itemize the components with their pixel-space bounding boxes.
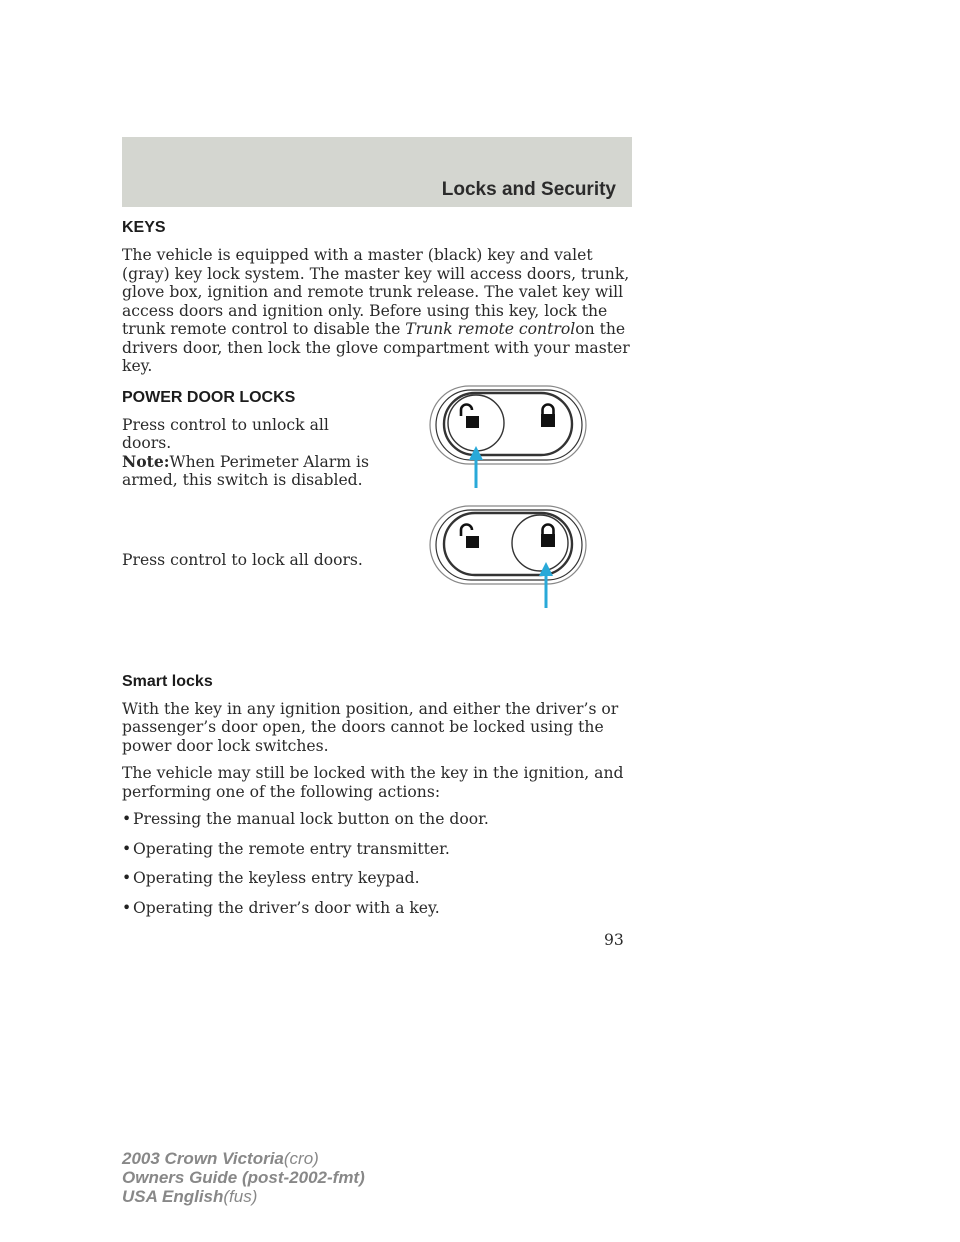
list-item: • Operating the remote entry transmitter. <box>122 839 450 858</box>
list-item: • Operating the keyless entry keypad. <box>122 869 420 887</box>
arrow-up-icon <box>469 446 483 488</box>
trunk-remote-control-term: Trunk remote control <box>405 320 576 338</box>
lock-padlock-icon <box>541 525 555 548</box>
keys-body-start: The vehicle is equipped with a master (black) key and valet (gray) key lock system. The master key will access doors, trunk, glove box, ignition and remote trunk release. The valet key will access doors and ignition only. Before using this key, lock the trunk remote control to disable the <box>122 246 630 338</box>
note-label: Note: <box>122 451 170 471</box>
smart-locks-paragraph-1: With the key in any ignition position, and either the driver’s or passenger’s door open, the doors cannot be locked using the power door lock switches. <box>122 699 619 755</box>
list-item: • Operating the driver’s door with a key. <box>122 898 440 917</box>
lock-switch-figure <box>424 500 592 612</box>
smart-locks-heading: Smart locks <box>122 672 213 690</box>
keys-body-end: on the drivers door, then lock the glove compartment with your master key. <box>122 320 630 375</box>
section-title: Locks and Security <box>441 179 616 200</box>
lock-instruction: Press control to lock all doors. <box>122 550 363 569</box>
page-number: 93 <box>604 931 624 949</box>
note-text: When Perimeter Alarm is armed, this switch is disabled. <box>122 452 369 489</box>
lock-padlock-icon <box>541 405 555 428</box>
unlock-instruction: Press control to unlock all doors. Note:When Perimeter Alarm is armed, this switch is disabled. <box>122 415 369 489</box>
power-door-locks-heading: POWER DOOR LOCKS <box>122 388 296 406</box>
unlock-padlock-icon <box>461 525 479 549</box>
list-item: • Pressing the manual lock button on the door. <box>122 810 489 828</box>
unlock-switch-figure <box>424 380 592 492</box>
keys-paragraph <box>122 246 634 376</box>
smart-locks-paragraph-2: The vehicle may still be locked with the key in the ignition, and performing one of the following actions: <box>122 764 624 801</box>
action-list <box>122 810 634 917</box>
unlock-padlock-icon <box>461 405 479 429</box>
section-header-band <box>122 137 632 207</box>
keys-heading: KEYS <box>122 219 166 236</box>
document-footer: 2003 Crown Victoria(cro) Owners Guide (post-2002-fmt) USA English(fus) <box>122 1149 365 1206</box>
